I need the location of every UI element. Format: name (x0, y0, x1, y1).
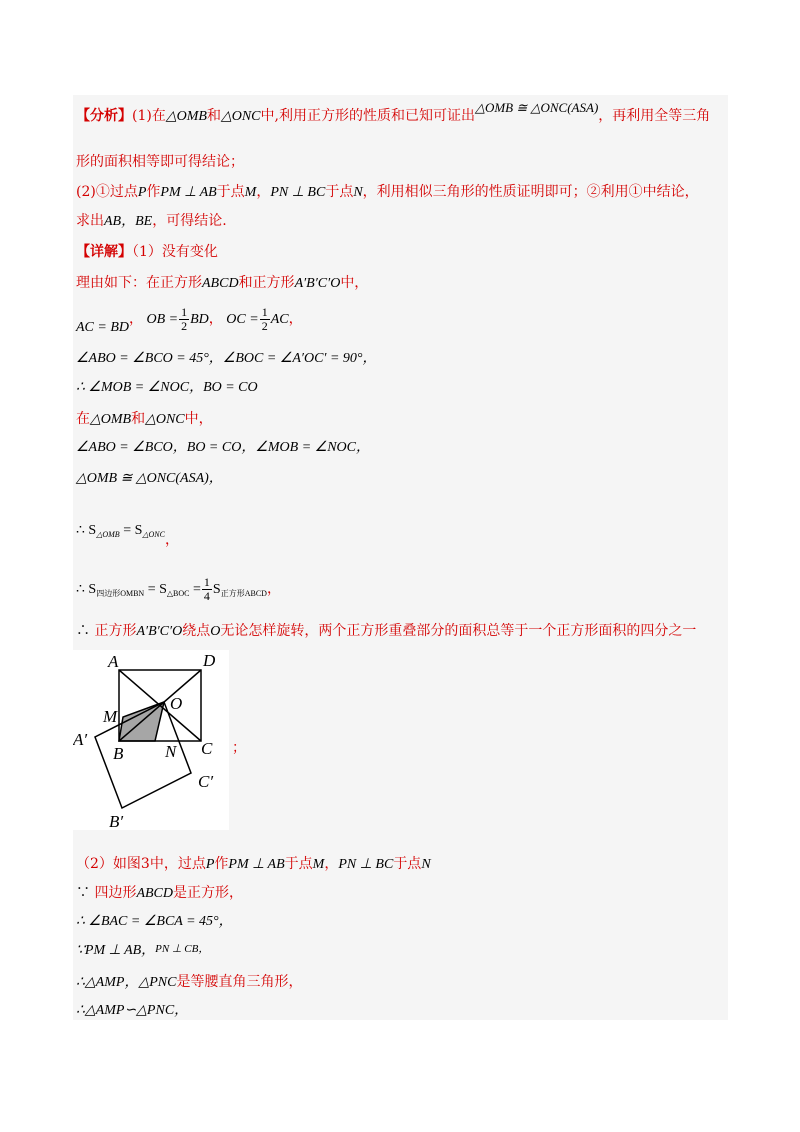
conclusion-line (76, 622, 696, 641)
text: 中， (184, 411, 213, 427)
math: △OMB (165, 109, 207, 124)
equation-line-1: AC = BD， OB = $\frac{1}{2}$ BD， OC = $\frac{1}{2}$ AC， (76, 305, 303, 335)
label-C: C (201, 739, 213, 758)
analysis-line-4 (76, 212, 227, 231)
text: 于点 (284, 856, 313, 872)
subscript: △ONC (142, 530, 165, 539)
subscript: △BOC (166, 589, 190, 598)
math: A′B′C′O (294, 276, 341, 291)
math: = (189, 582, 201, 597)
text: ，可得结论. (152, 213, 227, 229)
fraction: $\frac{1}{2}$ (261, 305, 268, 334)
text: （2）如图3中，过点 (76, 856, 206, 872)
math: OB = (146, 312, 179, 327)
label-N: N (165, 742, 177, 761)
subscript: 四边形OMBN (96, 589, 145, 598)
text: (1)在 (132, 108, 166, 124)
analysis-line-2: 形的面积相等即可得结论； (76, 154, 244, 170)
math: S (212, 582, 221, 597)
text: ， (266, 582, 281, 597)
math: AB，BE (104, 214, 153, 229)
math: PN ⊥ BC (338, 857, 394, 872)
analysis-line-1 (76, 100, 711, 126)
label-B-prime: B′ (109, 812, 124, 830)
math: M (244, 185, 257, 200)
text: 是等腰直角三角形， (176, 974, 303, 990)
label-B: B (113, 744, 124, 763)
text: ，利用相似三角形的性质证明即可；②利用①中结论， (362, 184, 699, 200)
equation-line-5: △OMB ≅ △ONC(ASA)， (76, 471, 223, 486)
math: PN ⊥ BC (270, 185, 326, 200)
math: P (137, 185, 147, 200)
figure-trailing-mark: ； (232, 740, 246, 756)
math: △OMB ≅ △ONC(ASA) (474, 100, 599, 115)
detail-tag: 【详解】 (76, 244, 132, 260)
part2-line-5 (76, 973, 302, 992)
subscript: 正方形ABCD (220, 589, 267, 598)
text: 绕点 (182, 623, 211, 639)
text: ， (256, 184, 271, 200)
equation-line-3: ∴ ∠MOB = ∠NOC，BO = CO (76, 380, 258, 395)
content-panel (73, 95, 728, 1020)
label-O: O (170, 694, 183, 713)
math: ∴△AMP， (76, 975, 139, 990)
equation-line-7 (76, 574, 281, 610)
math: △OMB (90, 412, 132, 427)
math: OC = (226, 312, 259, 327)
analysis-line-3 (76, 183, 699, 202)
detail-line-2 (76, 274, 368, 293)
math: AC = BD (76, 320, 129, 335)
text: 理由如下：在正方形 (76, 275, 202, 291)
math: ABCD (202, 276, 239, 291)
math: ∴ (76, 623, 90, 639)
text: 中,利用正方形的性质和已知可证出 (260, 108, 475, 124)
part2-line-6: ∴△AMP∽△PNC， (76, 1003, 189, 1018)
label-C-prime: C′ (198, 772, 214, 791)
math: ∵PM ⊥ AB， (76, 943, 156, 958)
text: 无论怎样旋转，两个正方形重叠部分的面积总等于一个正方形面积的四分之一 (220, 623, 697, 639)
text: 作 (146, 184, 161, 200)
text: 求出 (76, 213, 104, 229)
part2-line-3: ∴ ∠BAC = ∠BCA = 45°， (76, 914, 233, 929)
math: N (421, 857, 431, 872)
fraction: $\frac{1}{2}$ (181, 305, 188, 334)
text: ， (324, 856, 339, 872)
label-D: D (203, 651, 216, 670)
text: 和 (206, 108, 221, 124)
part2-line-1 (76, 855, 431, 874)
label-M: M (103, 707, 118, 726)
detail-line-1 (76, 243, 218, 261)
text: 和 (131, 411, 146, 427)
part2-line-4 (76, 942, 209, 960)
text: ，再利用全等三角 (598, 108, 711, 124)
text: 和正方形 (238, 275, 295, 291)
equation-line-2: ∠ABO = ∠BCO = 45°，∠BOC = ∠A′OC′ = 90°， (76, 351, 377, 366)
math: ∴ S (76, 523, 97, 538)
square-rotation-diagram (73, 650, 229, 830)
text: 于点 (216, 184, 245, 200)
math: = S (119, 523, 143, 538)
label-A: A (108, 652, 119, 671)
math: △ONC (145, 412, 185, 427)
math: △PNC (138, 975, 177, 990)
text: (2)①过点 (76, 184, 138, 200)
math: ∴ S (76, 582, 97, 597)
math: ∵ (76, 885, 90, 901)
text: 在 (76, 411, 90, 427)
label-A-prime: A′ (73, 730, 88, 749)
math: ABCD (136, 886, 174, 901)
fraction: $\frac{1}{4}$ (203, 575, 210, 604)
geometry-figure (73, 650, 229, 830)
math: P (205, 857, 215, 872)
equation-line-4: ∠ABO = ∠BCO，BO = CO，∠MOB = ∠NOC， (76, 440, 370, 455)
math: = S (144, 582, 167, 597)
math: AC (270, 312, 289, 327)
text: 正方形 (94, 623, 137, 639)
math: O (210, 624, 221, 639)
math: BD (190, 312, 209, 327)
text: 于点 (325, 184, 354, 200)
text: 作 (214, 856, 229, 872)
math: PM ⊥ AB (228, 857, 285, 872)
text: 四边形 (94, 885, 137, 901)
math: M (312, 857, 325, 872)
math: PN ⊥ CB， (155, 943, 210, 955)
text: 中， (340, 275, 369, 291)
math: N (353, 185, 363, 200)
equation-line-6 (76, 522, 179, 548)
text: ， (164, 533, 179, 548)
analysis-tag: 【分析】 (76, 108, 132, 124)
math: △ONC (220, 109, 261, 124)
text: 是正方形， (173, 885, 244, 901)
part2-line-2 (76, 884, 243, 903)
text: （1）没有变化 (132, 244, 218, 260)
math: A′B′C′O (136, 624, 183, 639)
subscript: △OMB (96, 530, 120, 539)
detail-line-in (76, 410, 213, 429)
math: PM ⊥ AB (160, 185, 217, 200)
text: 于点 (393, 856, 422, 872)
